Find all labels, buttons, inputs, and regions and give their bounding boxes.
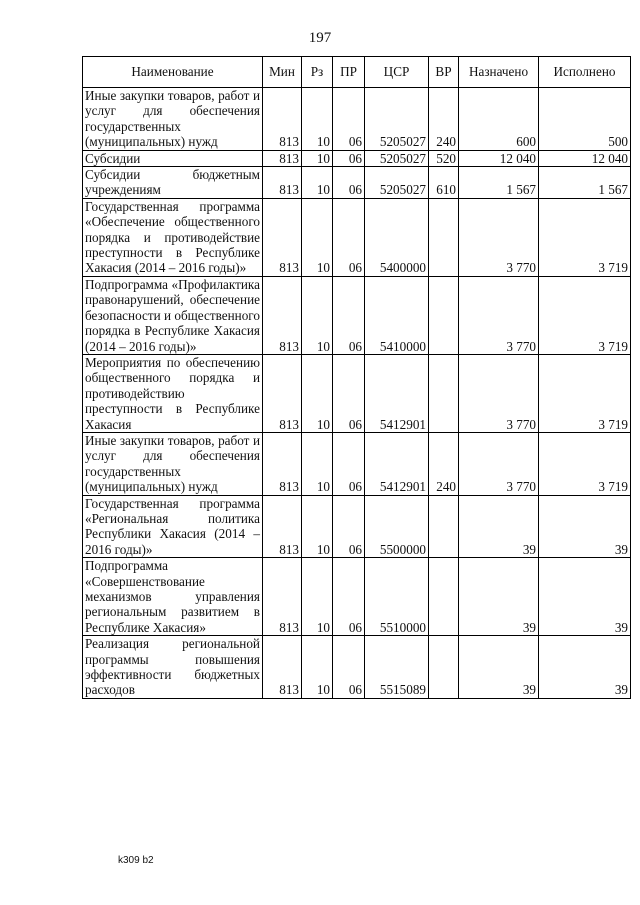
row-name: Иные закупки товаров, работ и услуг для обеспечения государственных (муниципальных) нужд: [83, 432, 263, 495]
row-assigned: 1 567: [459, 167, 539, 199]
header-name: Наименование: [83, 57, 263, 88]
row-pr: 06: [333, 276, 365, 354]
row-name: Реализация региональной программы повышения эффективности бюджетных расходов: [83, 636, 263, 699]
row-assigned: 600: [459, 88, 539, 151]
row-pr: 06: [333, 354, 365, 432]
header-pr: ПР: [333, 57, 365, 88]
row-csr: 5412901: [365, 354, 429, 432]
header-row: [83, 57, 631, 88]
row-min: 813: [263, 354, 302, 432]
row-executed: 12 040: [539, 150, 631, 166]
row-pr: 06: [333, 150, 365, 166]
row-csr: 5400000: [365, 198, 429, 276]
row-csr: 5205027: [365, 150, 429, 166]
row-min: 813: [263, 432, 302, 495]
row-min: 813: [263, 495, 302, 558]
row-pr: 06: [333, 432, 365, 495]
table-row: [83, 150, 631, 166]
row-pr: 06: [333, 88, 365, 151]
row-csr: 5412901: [365, 432, 429, 495]
row-vr: [429, 495, 459, 558]
row-rz: 10: [302, 636, 333, 699]
row-executed: 39: [539, 558, 631, 636]
table-row: [83, 636, 631, 699]
row-vr: [429, 354, 459, 432]
row-min: 813: [263, 558, 302, 636]
row-assigned: 3 770: [459, 354, 539, 432]
row-assigned: 39: [459, 495, 539, 558]
header-executed: Исполнено: [539, 57, 631, 88]
row-executed: 3 719: [539, 276, 631, 354]
row-vr: 610: [429, 167, 459, 199]
row-name: Субсидии: [83, 150, 263, 166]
row-vr: 240: [429, 88, 459, 151]
header-vr: ВР: [429, 57, 459, 88]
table-row: [83, 276, 631, 354]
row-pr: 06: [333, 558, 365, 636]
table-row: [83, 167, 631, 199]
header-csr: ЦСР: [365, 57, 429, 88]
table-row: [83, 198, 631, 276]
row-csr: 5205027: [365, 88, 429, 151]
row-csr: 5510000: [365, 558, 429, 636]
table-row: [83, 495, 631, 558]
row-rz: 10: [302, 276, 333, 354]
row-rz: 10: [302, 167, 333, 199]
table-row: [83, 432, 631, 495]
row-csr: 5515089: [365, 636, 429, 699]
table-row: [83, 354, 631, 432]
row-min: 813: [263, 636, 302, 699]
header-assigned: Назначено: [459, 57, 539, 88]
row-assigned: 12 040: [459, 150, 539, 166]
row-vr: 240: [429, 432, 459, 495]
row-name: Государственная программа «Обеспечение общественного порядка и противодействие преступности в Республике Хакасия (2014 – 2016 годы)»: [83, 198, 263, 276]
row-name: Мероприятия по обеспечению общественного порядка и противодействию преступности в Республике Хакасия: [83, 354, 263, 432]
row-pr: 06: [333, 198, 365, 276]
row-min: 813: [263, 150, 302, 166]
row-min: 813: [263, 88, 302, 151]
footer-code: k309 b2: [118, 855, 154, 866]
row-rz: 10: [302, 354, 333, 432]
row-executed: 39: [539, 636, 631, 699]
row-rz: 10: [302, 198, 333, 276]
row-name: Подпрограмма «Профилактика правонарушений, обеспечение безопасности и общественного порядка в Республике Хакасия (2014 – 2016 годы)»: [83, 276, 263, 354]
row-vr: [429, 276, 459, 354]
row-name: Подпрограмма «Совершенствование механизмов управления региональным развитием в Республике Хакасия»: [83, 558, 263, 636]
row-name: Субсидии бюджетным учреждениям: [83, 167, 263, 199]
table-row: [83, 558, 631, 636]
row-min: 813: [263, 276, 302, 354]
row-min: 813: [263, 198, 302, 276]
row-rz: 10: [302, 495, 333, 558]
row-assigned: 39: [459, 558, 539, 636]
row-executed: 3 719: [539, 198, 631, 276]
row-csr: 5410000: [365, 276, 429, 354]
table-body: [83, 88, 631, 699]
row-pr: 06: [333, 167, 365, 199]
row-vr: [429, 198, 459, 276]
table-row: [83, 88, 631, 151]
row-rz: 10: [302, 88, 333, 151]
row-assigned: 3 770: [459, 198, 539, 276]
row-executed: 500: [539, 88, 631, 151]
row-min: 813: [263, 167, 302, 199]
row-executed: 3 719: [539, 432, 631, 495]
row-executed: 39: [539, 495, 631, 558]
row-name: Государственная программа «Региональная политика Республики Хакасия (2014 – 2016 годы)»: [83, 495, 263, 558]
row-rz: 10: [302, 558, 333, 636]
row-rz: 10: [302, 432, 333, 495]
header-min: Мин: [263, 57, 302, 88]
row-pr: 06: [333, 636, 365, 699]
row-pr: 06: [333, 495, 365, 558]
row-vr: 520: [429, 150, 459, 166]
row-vr: [429, 558, 459, 636]
table-header: [83, 57, 631, 88]
budget-table: [82, 56, 631, 699]
row-assigned: 3 770: [459, 276, 539, 354]
header-rz: Рз: [302, 57, 333, 88]
row-rz: 10: [302, 150, 333, 166]
row-assigned: 3 770: [459, 432, 539, 495]
row-executed: 3 719: [539, 354, 631, 432]
row-csr: 5205027: [365, 167, 429, 199]
row-csr: 5500000: [365, 495, 429, 558]
row-vr: [429, 636, 459, 699]
row-assigned: 39: [459, 636, 539, 699]
row-name: Иные закупки товаров, работ и услуг для обеспечения государственных (муниципальных) нужд: [83, 88, 263, 151]
row-executed: 1 567: [539, 167, 631, 199]
page-number: 197: [308, 30, 332, 46]
